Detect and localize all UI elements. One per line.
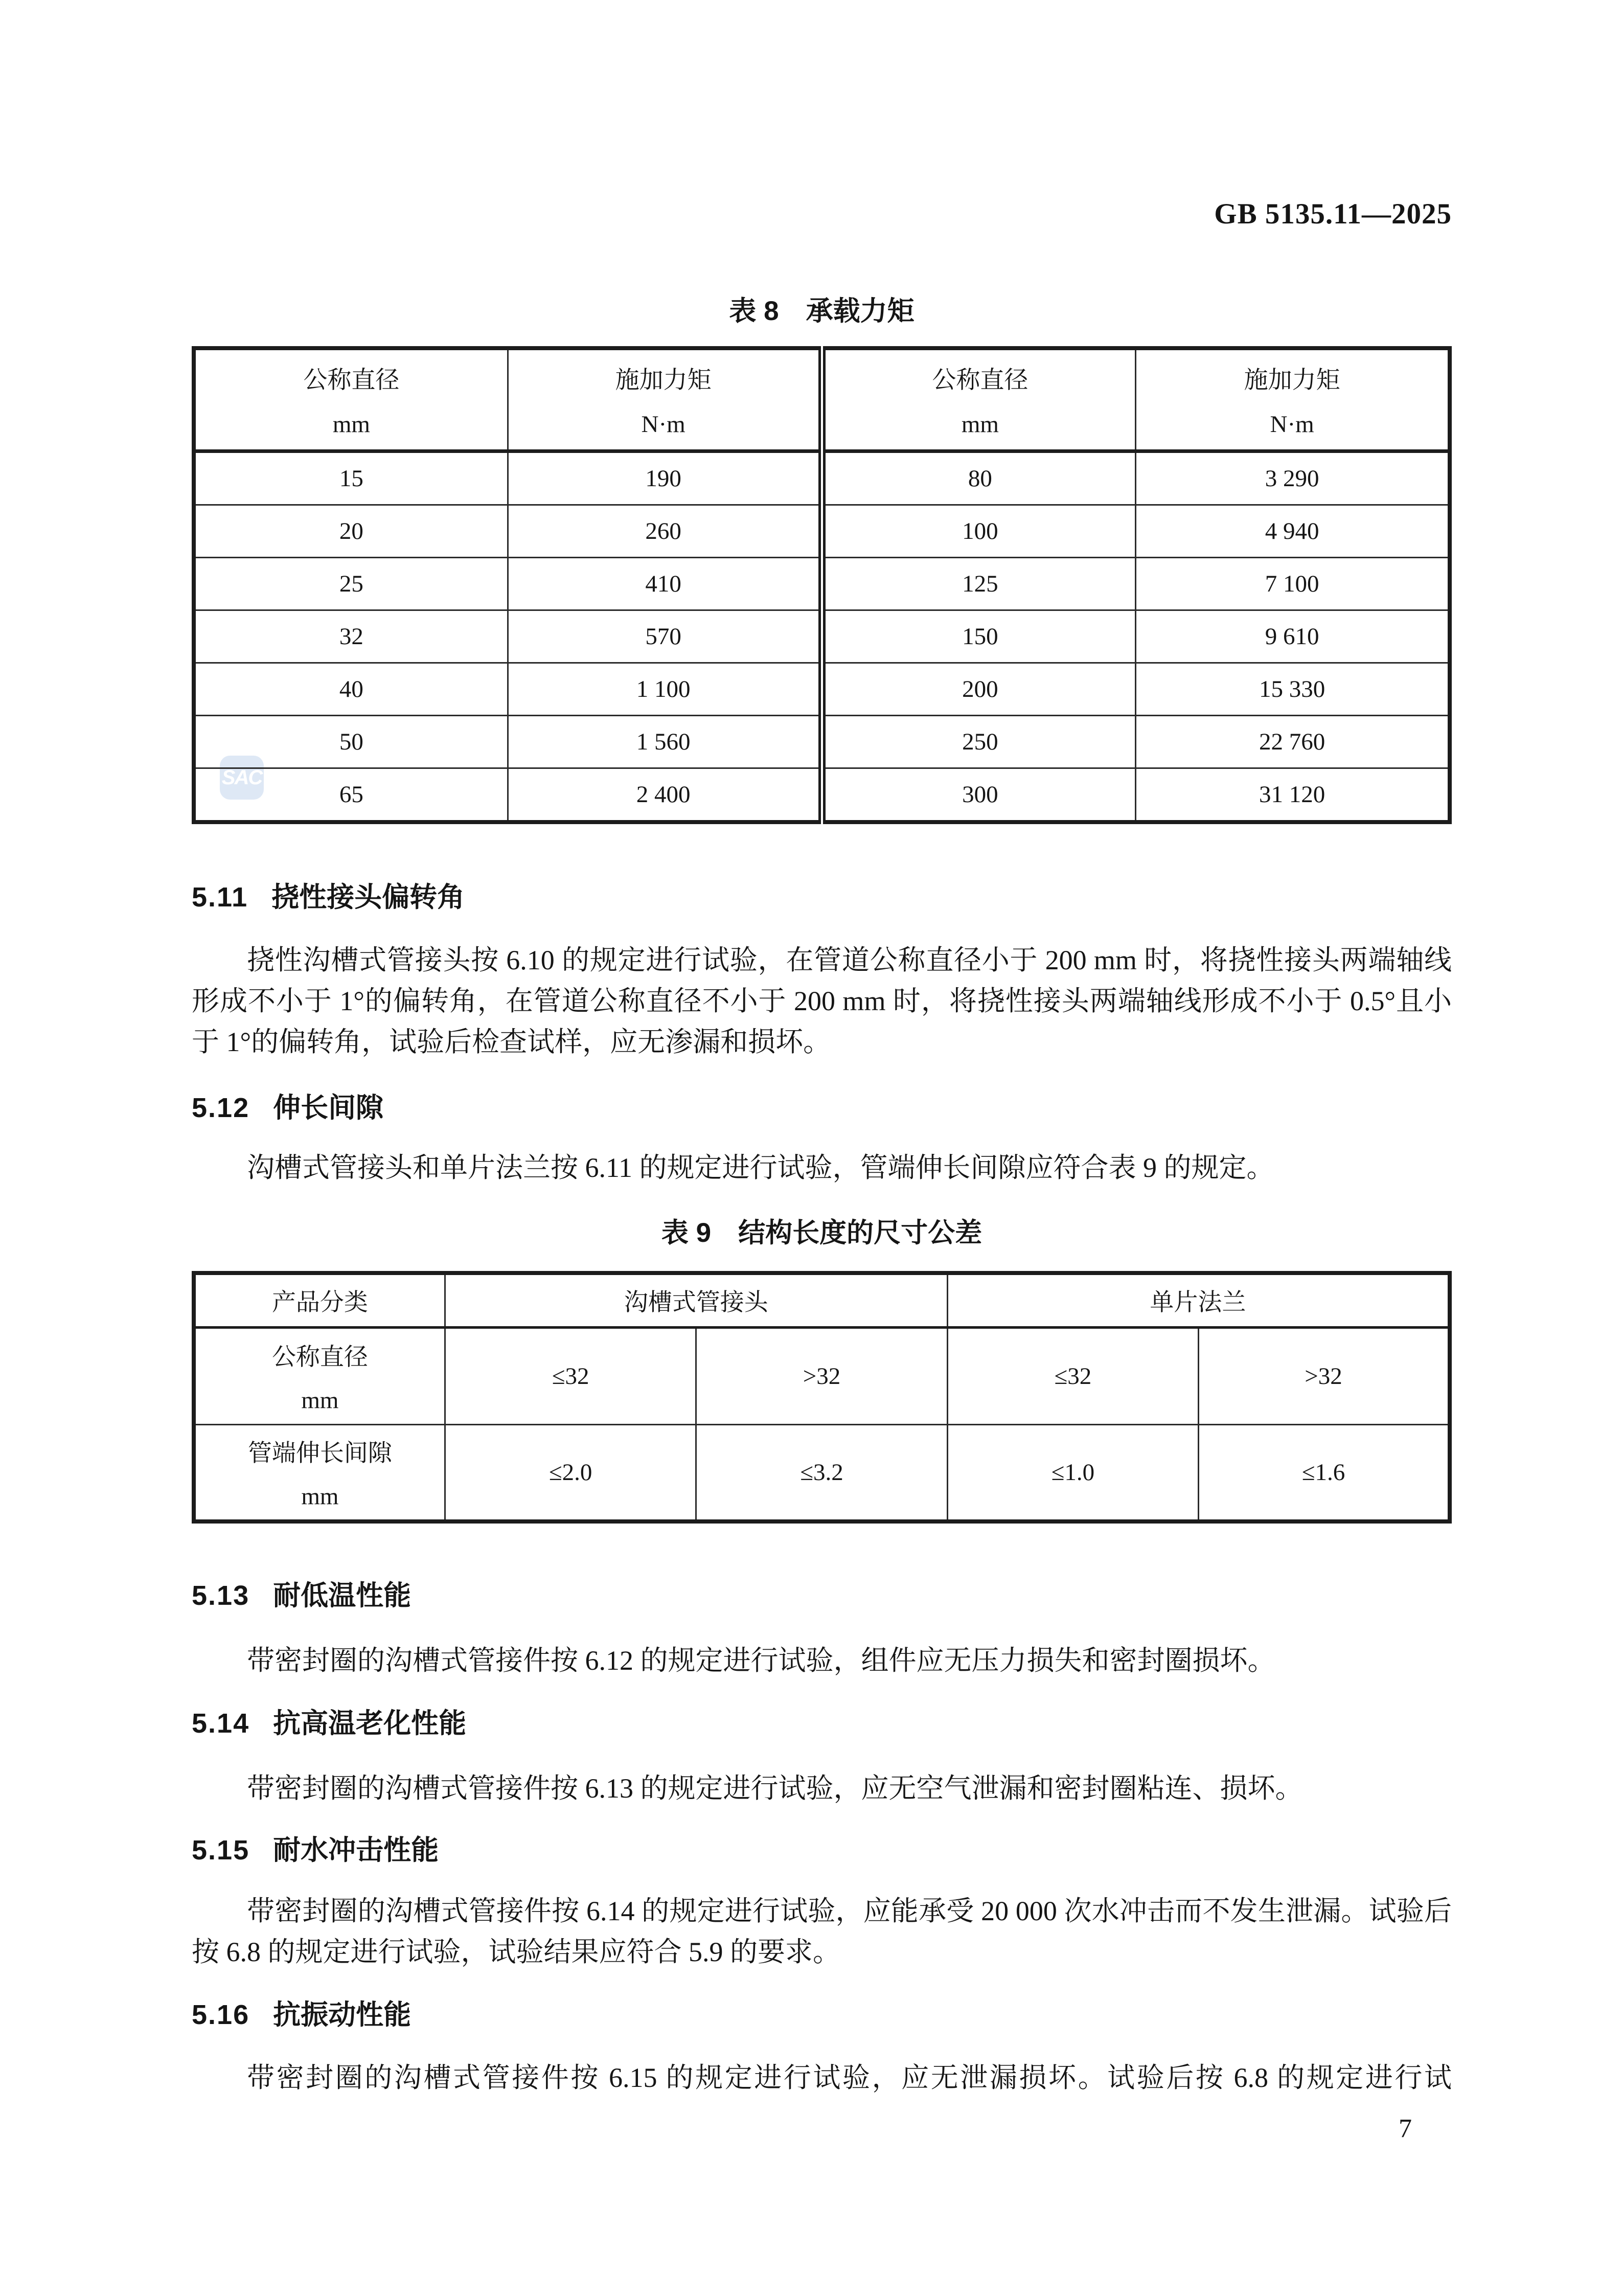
row-label-cell xyxy=(194,1327,445,1424)
section-heading-5-13 xyxy=(192,1580,1452,1611)
table-cell: 31 120 xyxy=(1136,768,1450,822)
table-cell: 9 610 xyxy=(1136,610,1450,663)
table-row xyxy=(194,663,1450,715)
table-row xyxy=(194,1424,1450,1521)
page-number: 7 xyxy=(1399,2113,1412,2143)
section-paragraph-5-14: 带密封圈的沟槽式管接件按 6.13 的规定进行试验，应无空气泄漏和密封圈粘连、损坏。 xyxy=(247,1772,1303,1804)
section-number: 5.15 xyxy=(192,1834,250,1866)
section-heading-5-15 xyxy=(192,1834,1452,1866)
table-cell: 25 xyxy=(194,557,508,610)
table-cell: 4 940 xyxy=(1136,505,1450,557)
section-title: 抗振动性能 xyxy=(273,1999,412,2030)
header-unit: N·m xyxy=(1270,411,1314,438)
table9-caption: 表 9 结构长度的尺寸公差 xyxy=(661,1217,982,1248)
header-title: 施加力矩 xyxy=(615,367,712,394)
section-paragraph-5-16: 带密封圈的沟槽式管接件按 6.15 的规定进行试验，应无泄漏损坏。试验后按 6.8 的规定进行试 xyxy=(247,2062,1452,2093)
table8-header-cell xyxy=(822,348,1136,451)
table-cell: 410 xyxy=(508,557,821,610)
row-unit: mm xyxy=(301,1387,339,1414)
table-row xyxy=(194,451,1450,505)
table-cell: 7 100 xyxy=(1136,557,1450,610)
section-number: 5.13 xyxy=(192,1580,250,1611)
table-cell: 22 760 xyxy=(1136,715,1450,768)
header-title: 公称直径 xyxy=(303,367,400,394)
table-cell: >32 xyxy=(696,1327,947,1424)
table-cell: 80 xyxy=(822,451,1136,505)
table-cell: 300 xyxy=(822,768,1136,822)
table-row xyxy=(194,1273,1450,1328)
section-heading-5-16 xyxy=(192,1999,1452,2031)
table-cell: 570 xyxy=(508,610,821,663)
section-heading-5-14 xyxy=(192,1708,1452,1739)
header-unit: mm xyxy=(961,411,999,438)
section-heading-5-11 xyxy=(192,881,1452,913)
table-cell: 50 xyxy=(194,715,508,768)
section-title: 抗高温老化性能 xyxy=(273,1708,467,1739)
row-unit: mm xyxy=(301,1483,339,1510)
table-cell: ≤3.2 xyxy=(696,1424,947,1521)
section-paragraph-5-12: 沟槽式管接头和单片法兰按 6.11 的规定进行试验，管端伸长间隙应符合表 9 的规定。 xyxy=(247,1152,1274,1183)
section-paragraph-5-15: 带密封圈的沟槽式管接件按 6.14 的规定进行试验，应能承受 20 000 次水冲击而不发生泄漏。试验后按 6.8 的规定进行试验，试验结果应符合 5.9 的要求。 xyxy=(192,1895,1452,1967)
section-paragraph-5-13: 带密封圈的沟槽式管接件按 6.12 的规定进行试验，组件应无压力损失和密封圈损坏。 xyxy=(247,1645,1275,1676)
section-paragraph-5-11: 挠性沟槽式管接头按 6.10 的规定进行试验，在管道公称直径小于 200 mm 时，将挠性接头两端轴线形成不小于 1°的偏转角，在管道公称直径不小于 200 mm 时，将挠性接头两端轴线形成不小于 0.5°且小于 1°的偏转角，试验后检查试样，应无渗漏和损坏。 xyxy=(192,944,1452,1057)
header-unit: mm xyxy=(332,411,370,438)
table-cell: 15 xyxy=(194,451,508,505)
table-cell: 15 330 xyxy=(1136,663,1450,715)
section-heading-5-12 xyxy=(192,1092,1452,1124)
table-cell: 100 xyxy=(822,505,1136,557)
table-cell: ≤1.0 xyxy=(947,1424,1198,1521)
row-label: 管端伸长间隙 xyxy=(247,1440,392,1467)
table-cell: ≤1.6 xyxy=(1199,1424,1450,1521)
header-unit: N·m xyxy=(641,411,685,438)
table-cell: 1 560 xyxy=(508,715,821,768)
table8-header-cell xyxy=(1136,348,1450,451)
table-cell: ≤32 xyxy=(445,1327,696,1424)
header-title: 施加力矩 xyxy=(1244,367,1340,394)
table-cell: 沟槽式管接头 xyxy=(445,1273,947,1328)
table-cell: >32 xyxy=(1199,1327,1450,1424)
table-cell: 20 xyxy=(194,505,508,557)
table-cell: 200 xyxy=(822,663,1136,715)
table-cell: ≤32 xyxy=(947,1327,1198,1424)
section-number: 5.12 xyxy=(192,1092,250,1123)
row-label-cell xyxy=(194,1424,445,1521)
table8-header-row xyxy=(194,348,1450,451)
sac-watermark: SAC xyxy=(220,756,264,800)
table-cell: ≤2.0 xyxy=(445,1424,696,1521)
table8-caption: 表 8 承载力矩 xyxy=(729,295,915,326)
page-content xyxy=(192,0,1452,2144)
table-cell: 190 xyxy=(508,451,821,505)
table-row xyxy=(194,557,1450,610)
table8-header-cell xyxy=(508,348,821,451)
table-row xyxy=(194,768,1450,822)
table-cell: 150 xyxy=(822,610,1136,663)
header-title: 公称直径 xyxy=(932,367,1028,394)
table-cell: 32 xyxy=(194,610,508,663)
table9-dimension-tolerance xyxy=(192,1271,1452,1524)
table-row xyxy=(194,1327,1450,1424)
section-title: 耐水冲击性能 xyxy=(273,1834,439,1866)
table8-bearing-moment xyxy=(192,346,1452,824)
table-cell: 250 xyxy=(822,715,1136,768)
section-title: 伸长间隙 xyxy=(273,1092,384,1123)
table-cell: 125 xyxy=(822,557,1136,610)
section-number: 5.14 xyxy=(192,1708,250,1739)
section-number: 5.16 xyxy=(192,1999,250,2030)
section-number: 5.11 xyxy=(192,881,248,913)
table-cell: 1 100 xyxy=(508,663,821,715)
table8-header-cell xyxy=(194,348,508,451)
table-row xyxy=(194,715,1450,768)
row-label: 公称直径 xyxy=(271,1344,368,1371)
table-cell: 单片法兰 xyxy=(947,1273,1450,1328)
running-header xyxy=(192,0,1452,231)
table-cell: 2 400 xyxy=(508,768,821,822)
table-cell: 65 xyxy=(194,768,508,822)
section-title: 耐低温性能 xyxy=(273,1580,412,1611)
table-row xyxy=(194,610,1450,663)
table-cell: 产品分类 xyxy=(194,1273,445,1328)
table-cell: 3 290 xyxy=(1136,451,1450,505)
section-title: 挠性接头偏转角 xyxy=(271,881,465,913)
table-cell: 40 xyxy=(194,663,508,715)
table-cell: 260 xyxy=(508,505,821,557)
standard-number: GB 5135.11—2025 xyxy=(1214,198,1452,230)
table-row xyxy=(194,505,1450,557)
